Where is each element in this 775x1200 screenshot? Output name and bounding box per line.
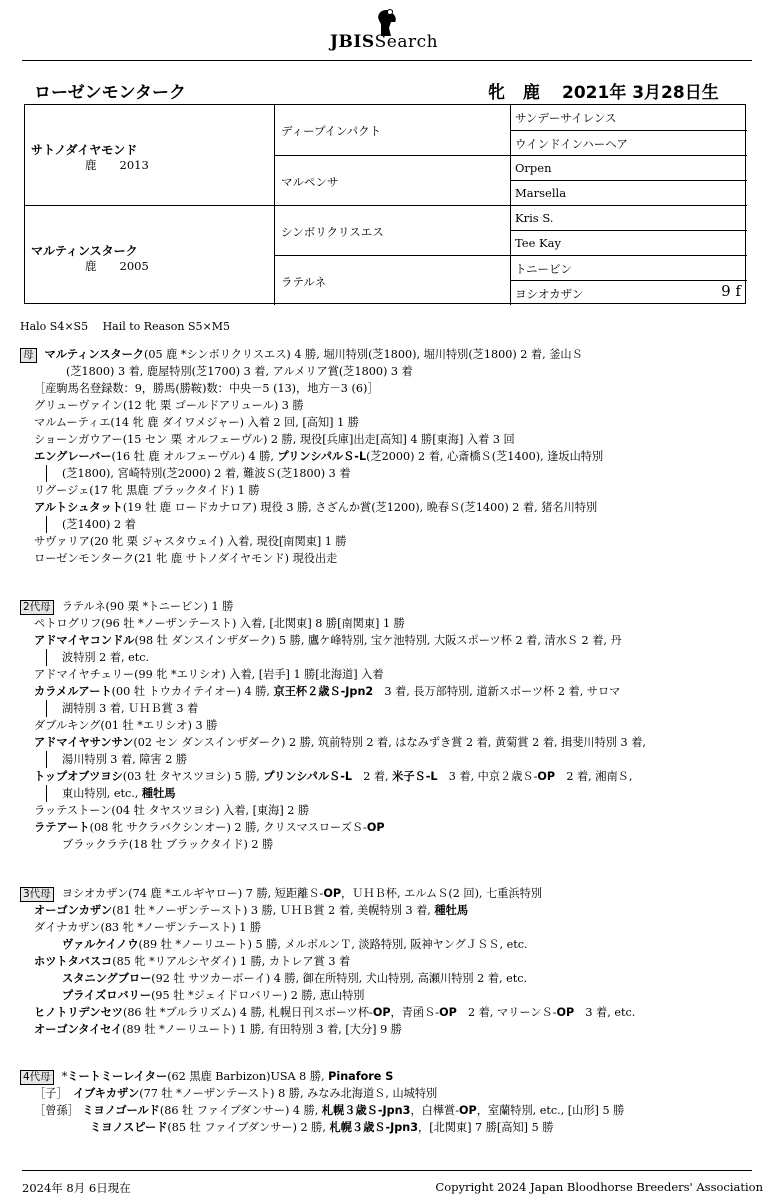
record-text: ローゼンモンターク(21 牝 鹿 サトノダイヤモンド) 現役出走 [34,552,338,565]
record-text: ，ＵＨＢ杯, エルムＳ(2 回), 七重浜特別 [341,887,543,900]
record-text: (77 牡 *ノーザンテースト) 8 勝, みなみ北海道Ｓ, 山城特別 [139,1087,438,1100]
family-line [20,987,635,1004]
pedigree-gen3[interactable] [511,255,747,280]
family-line [20,683,646,700]
record-text: (92 牡 サツカーボーイ) 4 勝, 御在所特別, 犬山特別, 高瀬川特別 2 着, etc. [151,972,528,985]
horse-link[interactable]: 京王杯２歳Ｓ-Jpn2 [273,685,374,698]
dam-name: マルティンスターク [31,244,138,258]
record-text: 2 着, [352,770,393,783]
family-line [20,465,603,482]
report-date: 2024年 8月 6日現在 [22,1181,131,1195]
record-text: ［曾孫］ [34,1104,83,1117]
record-text: ショーンガウアー(15 セン 栗 オルフェーヴル) 2 勝, 現役[兵庫]出走[高知] 4 勝[東海] 入着 3 回 [34,433,515,446]
pedigree-gen2[interactable] [275,105,511,155]
family-line [20,499,603,516]
family-line [20,734,646,751]
horse-sex-color: 牝 鹿 [488,83,546,103]
horse-link[interactable]: ミートミーレイター [67,1070,168,1083]
record-text: (62 黒鹿 Barbizon)USA 8 勝, [167,1070,329,1083]
horse-link[interactable]: スタニングブロー [62,972,152,985]
record-text: ブラックラテ(18 牡 ブラックタイド) 2 勝 [62,838,274,851]
family-line [20,431,603,448]
family-line [20,919,635,936]
family-line [20,802,646,819]
record-text: (85 牝 *リアルシヤダイ) 1 勝, カトレア賞 3 着 [112,955,351,968]
record-text: (芝1800), 宮崎特別(芝2000) 2 着, 難波Ｓ(芝1800) 3 着 [62,467,351,480]
family-line [20,1119,624,1136]
pedigree-table [24,104,746,304]
family-line [20,550,603,567]
family-line [20,533,603,550]
record-text: 3 着, 中京２歳Ｓ- [437,770,538,783]
family-line [20,516,603,533]
horse-link[interactable]: OP [366,821,385,834]
horse-link[interactable]: トップオブツヨシ [34,770,123,783]
record-text: ラテルネ(90 栗 *トニービン) 1 勝 [61,600,234,613]
section-dam [20,346,603,567]
family-line [20,666,646,683]
family-line [20,615,646,632]
continuation-bar [46,516,47,533]
record-text: (89 牡 *ノーリユート) 5 勝, メルボルンＴ, 淡路特別, 阪神ヤングＪＳＳ, etc. [138,938,528,951]
family-line [20,346,603,363]
pedigree-gen3[interactable] [511,105,747,130]
logo-brand: JBIS [330,32,375,52]
record-text: グリューヴァイン(12 牝 栗 ゴールドアリュール) 3 勝 [34,399,304,412]
horse-link[interactable]: オーゴンタイセイ [34,1023,123,1036]
family-line [20,885,635,902]
record-text: (19 牡 鹿 ロードカナロア) 現役 3 勝, さざんか賞(芝1200), 晩春Ｓ(芝1400) 2 着, 猪名川特別 [122,501,598,514]
horse-link[interactable]: オーゴンカザン [34,904,113,917]
horse-link[interactable]: ヒノトリデンセツ [34,1006,123,1019]
gen3-name: Orpen [515,161,552,175]
section-second-dam [20,598,646,853]
horse-link[interactable]: OP [323,887,342,900]
pedigree-gen3[interactable] [511,280,747,305]
record-text: (86 牡 ファイブダンサー) 4 勝, [159,1104,322,1117]
horse-link[interactable]: 札幌３歳Ｓ-Jpn3 [329,1121,419,1134]
copyright: Copyright 2024 Japan Bloodhorse Breeders' Association [435,1180,763,1194]
section-fourth-dam [20,1068,624,1136]
family-line [20,482,603,499]
record-text: (98 牡 ダンスインザダーク) 5 勝, 鷹ケ峰特別, 宝ケ池特別, 大阪スポーツ杯 2 着, 清水Ｓ 2 着, 丹 [134,634,622,647]
sire-info: 鹿 2013 [85,158,149,172]
record-text: ［産駒馬名登録数：9，勝馬(勝鞍)数：中央－5 (13)，地方－3 (6)］ [34,382,379,395]
record-text: * [61,1070,68,1083]
record-text: (81 牡 *ノーザンテースト) 3 勝, ＵＨＢ賞 2 着, 美幌特別 3 着, [112,904,435,917]
record-text: (00 牡 トウカイテイオー) 4 勝, [111,685,274,698]
record-text: (08 牝 サクラバクシンオー) 2 勝, クリスマスローズＳ- [89,821,367,834]
generation-badge: 2代母 [20,600,54,615]
pedigree-dam[interactable] [25,205,275,305]
family-line [20,363,603,380]
sire-name: サトノダイヤモンド [31,143,138,157]
record-text: (89 牡 *ノーリユート) 1 勝, 有田特別 3 着, [大分] 9 勝 [122,1023,402,1036]
continuation-bar [46,649,47,666]
horse-name: ローゼンモンターク [34,83,186,103]
record-text: (03 牡 タヤスツヨシ) 5 勝, [122,770,264,783]
horse-link[interactable]: Pinafore S [328,1070,394,1083]
record-text: 3 着, 長万部特別, 道新スポーツ杯 2 着, サロマ [373,685,621,698]
family-line [20,649,646,666]
horse-link[interactable]: 米子Ｓ-L [392,770,438,783]
record-text: リグージェ(17 牝 黒鹿 ブラックタイド) 1 勝 [34,484,260,497]
dam-info: 鹿 2005 [85,259,149,273]
pedigree-gen3[interactable] [511,205,747,230]
logo-suffix: Search [374,32,439,52]
family-line [20,953,635,970]
family-line [20,414,603,431]
family-number: 9 f [721,282,741,300]
record-text: ペトログリフ(96 牡 *ノーザンテースト) 入着, [北関東] 8 勝[南関東] 1 勝 [34,617,405,630]
record-text: 東山特別, etc., [62,787,142,800]
gen3-name: Tee Kay [515,236,561,250]
gen3-name: Marsella [515,186,567,200]
pedigree-gen3[interactable] [511,230,747,255]
horse-link[interactable]: 種牡馬 [434,904,469,917]
family-line [20,380,603,397]
record-text: 3 着, etc. [574,1006,636,1019]
jbis-logo[interactable] [330,8,460,52]
record-text: アドマイヤチェリー(99 牝 *エリシオ) 入着, [岩手] 1 勝[北海道] 入着 [34,668,384,681]
family-line [20,836,646,853]
continuation-bar [46,751,47,768]
family-line [20,448,603,465]
pedigree-gen3[interactable] [511,180,747,205]
gen2-name: シンボリクリスエス [281,225,384,239]
record-text: (芝1400) 2 着 [62,518,136,531]
horse-link[interactable]: OP [537,770,556,783]
record-text: (16 牡 鹿 オルフェーヴル) 4 勝, [111,450,278,463]
record-text: 湯川特別 3 着, 障害 2 勝 [62,753,188,766]
record-text: (85 牡 ファイブダンサー) 2 勝, [167,1121,330,1134]
continuation-bar [46,785,47,802]
gen2-name: マルペンサ [281,175,339,189]
record-text: ヨシオカザン(74 鹿 *エルギヤロー) 7 勝, 短距離Ｓ- [61,887,324,900]
header-rule [22,60,752,61]
horse-link[interactable]: マルティンスターク [44,348,144,361]
horse-link[interactable]: 札幌３歳Ｓ-Jpn3 [321,1104,411,1117]
gen3-name: ヨシオカザン [515,287,584,301]
generation-badge: 母 [20,348,37,363]
family-line [20,700,646,717]
horse-link[interactable]: イブキカザン [73,1087,140,1100]
record-text: 湖特別 3 着, ＵＨＢ賞 3 着 [62,702,199,715]
record-text: (05 鹿 *シンボリクリスエス) 4 勝, 堀川特別(芝1800), 堀川特別(芝1800) 2 着, 釜山Ｓ [143,348,583,361]
family-line [20,1004,635,1021]
title-row [22,78,752,102]
record-text: (芝1800) 3 着, 鹿屋特別(芝1700) 3 着, アルメリア賞(芝1800) 3 着 [66,365,413,378]
horse-link[interactable]: ミヨノゴールド [82,1104,160,1117]
pedigree-gen3[interactable] [511,155,747,180]
horse-link[interactable]: エングレーバー [34,450,112,463]
horse-link[interactable]: プライズロバリー [62,989,152,1002]
record-text: (86 牡 *ブルラリズム) 4 勝, 札幌日刊スポーツ杯- [122,1006,373,1019]
record-text: (95 牡 *ジェイドロバリー) 2 勝, 恵山特別 [151,989,365,1002]
footer-rule [22,1170,752,1171]
family-line [20,970,635,987]
horse-link[interactable]: ホツトタバスコ [34,955,113,968]
record-text: ，[北関東] 7 勝[高知] 5 勝 [418,1121,554,1134]
family-line [20,598,646,615]
family-line [20,902,635,919]
continuation-bar [46,700,47,717]
family-line [20,717,646,734]
horse-birthdate: 2021年 3月28日生 [562,83,719,103]
family-line [20,1102,624,1119]
horse-link[interactable]: プリンシパルＳ-L [263,770,352,783]
family-line [20,819,646,836]
gen3-name: トニービン [515,262,573,276]
horse-link[interactable]: OP [458,1104,477,1117]
family-line [20,397,603,414]
family-line [20,1068,624,1085]
record-text: ラッテストーン(04 牡 タヤスツヨシ) 入着, [東海] 2 勝 [34,804,310,817]
pedigree-gen2[interactable] [275,205,511,255]
gen3-name: ウインドインハーヘア [515,137,628,151]
horse-link[interactable]: アルトシュタット [34,501,123,514]
family-line [20,936,635,953]
family-line [20,751,646,768]
record-text: ，青函Ｓ- [390,1006,440,1019]
family-line [20,1021,635,1038]
family-line [20,785,646,802]
horse-link[interactable]: OP [439,1006,457,1019]
horse-link[interactable]: OP [372,1006,391,1019]
horse-link[interactable]: プリンシパルＳ-L [277,450,367,463]
continuation-bar [46,465,47,482]
section-third-dam [20,885,635,1038]
horse-link[interactable]: ヴァルケイノウ [62,938,139,951]
generation-badge: 3代母 [20,887,54,902]
pedigree-gen3[interactable] [511,130,747,155]
record-text: ダブルキング(01 牡 *エリシオ) 3 勝 [34,719,218,732]
family-line [20,632,646,649]
record-text: ［子］ [34,1087,74,1100]
horse-link[interactable]: アドマイヤサンサン [34,736,134,749]
family-line [20,1085,624,1102]
record-text: (芝2000) 2 着, 心斎橋Ｓ(芝1400), 逢坂山特別 [366,450,604,463]
pedigree-sire[interactable] [25,105,275,205]
record-text: ダイナカザン(83 牝 *ノーザンテースト) 1 勝 [34,921,262,934]
pedigree-gen2[interactable] [275,155,511,205]
record-text: 波特別 2 着, etc. [62,651,150,664]
generation-badge: 4代母 [20,1070,54,1085]
record-text: 2 着, マリーンＳ- [456,1006,557,1019]
gen2-name: ラテルネ [281,275,327,289]
horse-link[interactable]: OP [556,1006,575,1019]
horse-link[interactable]: 種牡馬 [141,787,176,800]
record-text: (02 セン ダンスインザダーク) 2 勝, 筑前特別 2 着, はなみずき賞 2 着, 黄菊賞 2 着, 揖斐川特別 3 着, [133,736,646,749]
record-text: マルムーティエ(14 牝 鹿 ダイワメジャー) 入着 2 回, [高知] 1 勝 [34,416,359,429]
horse-link[interactable]: ミヨノスピード [90,1121,168,1134]
horse-link[interactable]: アドマイヤコンドル [34,634,135,647]
horse-link[interactable]: ラテアート [34,821,90,834]
gen3-name: サンデーサイレンス [515,111,617,125]
horse-link[interactable]: カラメルアート [34,685,112,698]
record-text: サヴァリア(20 牝 栗 ジャスタウェイ) 入着, 現役[南関東] 1 勝 [34,535,347,548]
record-text: ，室蘭特別, etc., [山形] 5 勝 [476,1104,625,1117]
record-text: 2 着, 湘南Ｓ, [555,770,633,783]
pedigree-gen2[interactable] [275,255,511,305]
family-line [20,768,646,785]
nicks-inbreeding: Halo S4×S5 Hail to Reason S5×M5 [20,320,231,333]
gen2-name: ディープインパクト [281,124,382,138]
record-text: ，白樺賞- [410,1104,459,1117]
gen3-name: Kris S. [515,211,554,225]
